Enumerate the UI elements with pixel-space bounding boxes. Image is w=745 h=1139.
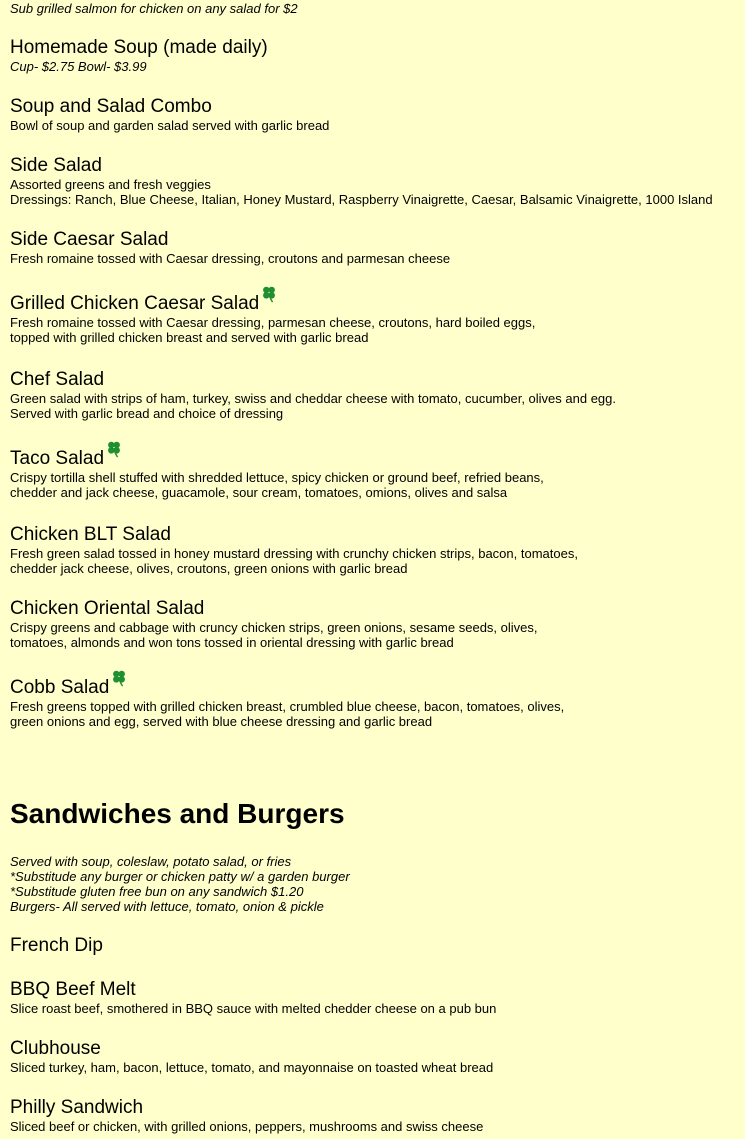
four-leaf-clover-icon bbox=[110, 669, 128, 687]
sandwich-note: Burgers- All served with lettuce, tomato, onion & pickle bbox=[10, 899, 324, 914]
menu-item-title-text: Chicken Oriental Salad bbox=[10, 598, 205, 619]
menu-item-description: Green salad with strips of ham, turkey, swiss and cheddar cheese with tomato, cucumber, olives and egg. bbox=[10, 391, 617, 406]
menu-item bbox=[10, 524, 578, 576]
menu-item-title-text: BBQ Beef Melt bbox=[10, 979, 136, 1000]
menu-item-price: Cup- $2.75 Bowl- $3.99 bbox=[10, 59, 147, 74]
menu-item bbox=[10, 1038, 493, 1075]
sandwich-notes bbox=[10, 854, 350, 914]
menu-item-title-text: Cobb Salad bbox=[10, 677, 110, 698]
menu-item-title-text: Grilled Chicken Caesar Salad bbox=[10, 293, 260, 314]
menu-item-description: Dressings: Ranch, Blue Cheese, Italian, Honey Mustard, Raspberry Vinaigrette, Caesar, Balsamic Vinaigrette, 1000 Island bbox=[10, 192, 713, 207]
menu-item-title bbox=[10, 96, 329, 118]
menu-item-title bbox=[10, 935, 103, 957]
menu-item bbox=[10, 229, 450, 266]
menu-item-title bbox=[10, 524, 578, 546]
menu-item-title bbox=[10, 229, 450, 251]
menu-item-description: Bowl of soup and garden salad served with garlic bread bbox=[10, 118, 330, 133]
menu-item-title bbox=[10, 285, 535, 315]
menu-item bbox=[10, 37, 268, 74]
menu-item bbox=[10, 598, 538, 650]
menu-item-description: Assorted greens and fresh veggies bbox=[10, 177, 211, 192]
menu-item-title bbox=[10, 1097, 483, 1119]
sandwich-note: Served with soup, coleslaw, potato salad, or fries bbox=[10, 854, 292, 869]
section-title: Sandwiches and Burgers bbox=[10, 798, 345, 829]
menu-item-description: Served with garlic bread and choice of dressing bbox=[10, 406, 284, 421]
menu-item bbox=[10, 155, 713, 207]
menu-item-title bbox=[10, 440, 544, 470]
four-leaf-clover-icon bbox=[105, 440, 123, 458]
menu-item-description: Sliced beef or chicken, with grilled onions, peppers, mushrooms and swiss cheese bbox=[10, 1119, 484, 1134]
sandwich-note: *Substitude any burger or chicken patty w/ a garden burger bbox=[10, 869, 350, 884]
menu-item-title-text: Chef Salad bbox=[10, 369, 105, 390]
menu-item bbox=[10, 979, 496, 1016]
menu-item-title-text: Taco Salad bbox=[10, 448, 105, 469]
menu-item-title-text: Chicken BLT Salad bbox=[10, 524, 171, 545]
menu-item-description: tomatoes, almonds and won tons tossed in oriental dressing with garlic bread bbox=[10, 635, 454, 650]
menu-item-title bbox=[10, 369, 616, 391]
menu-item bbox=[10, 669, 564, 729]
menu-item-title-text: Soup and Salad Combo bbox=[10, 96, 212, 117]
menu-item-description: Crispy greens and cabbage with cruncy chicken strips, green onions, sesame seeds, olives, bbox=[10, 620, 538, 635]
menu-item-title-text: Philly Sandwich bbox=[10, 1097, 144, 1118]
menu-item-description: chedder and jack cheese, guacamole, sour cream, tomatoes, omions, olives and salsa bbox=[10, 485, 508, 500]
menu-item-title bbox=[10, 155, 713, 177]
four-leaf-clover-icon bbox=[260, 285, 278, 303]
menu-item-title bbox=[10, 669, 564, 699]
menu-item-title-text: Homemade Soup (made daily) bbox=[10, 37, 268, 58]
menu-item-description: topped with grilled chicken breast and served with garlic bread bbox=[10, 330, 369, 345]
menu-item-description: chedder jack cheese, olives, croutons, green onions with garlic bread bbox=[10, 561, 408, 576]
menu-item-description: Fresh green salad tossed in honey mustard dressing with crunchy chicken strips, bacon, tomatoes, bbox=[10, 546, 578, 561]
sandwich-note: *Substitude gluten free bun on any sandwich $1.20 bbox=[10, 884, 304, 899]
menu-item bbox=[10, 96, 329, 133]
menu-item-description: green onions and egg, served with blue cheese dressing and garlic bread bbox=[10, 714, 433, 729]
menu-item-description: Fresh greens topped with grilled chicken breast, crumbled blue cheese, bacon, tomatoes, olives, bbox=[10, 699, 565, 714]
menu-item-title bbox=[10, 598, 538, 620]
menu-item bbox=[10, 440, 544, 500]
menu-item-description: Fresh romaine tossed with Caesar dressing, parmesan cheese, croutons, hard boiled eggs, bbox=[10, 315, 536, 330]
menu-item-title-text: Side Salad bbox=[10, 155, 102, 176]
menu-item-title-text: Side Caesar Salad bbox=[10, 229, 169, 250]
menu-item-title bbox=[10, 1038, 493, 1060]
menu-item-title bbox=[10, 37, 268, 59]
menu-item bbox=[10, 1097, 483, 1134]
menu-item-description: Crispy tortilla shell stuffed with shredded lettuce, spicy chicken or ground beef, refried beans, bbox=[10, 470, 544, 485]
menu-item bbox=[10, 935, 103, 957]
salmon-sub-note: Sub grilled salmon for chicken on any salad for $2 bbox=[10, 1, 298, 16]
menu-item-title bbox=[10, 979, 496, 1001]
menu-item-description: Slice roast beef, smothered in BBQ sauce with melted chedder cheese on a pub bun bbox=[10, 1001, 497, 1016]
menu-item bbox=[10, 285, 535, 345]
menu-item bbox=[10, 369, 616, 421]
menu-item-description: Sliced turkey, ham, bacon, lettuce, tomato, and mayonnaise on toasted wheat bread bbox=[10, 1060, 494, 1075]
menu-item-description: Fresh romaine tossed with Caesar dressing, croutons and parmesan cheese bbox=[10, 251, 451, 266]
menu-item-title-text: Clubhouse bbox=[10, 1038, 101, 1059]
menu-item-title-text: French Dip bbox=[10, 935, 103, 956]
